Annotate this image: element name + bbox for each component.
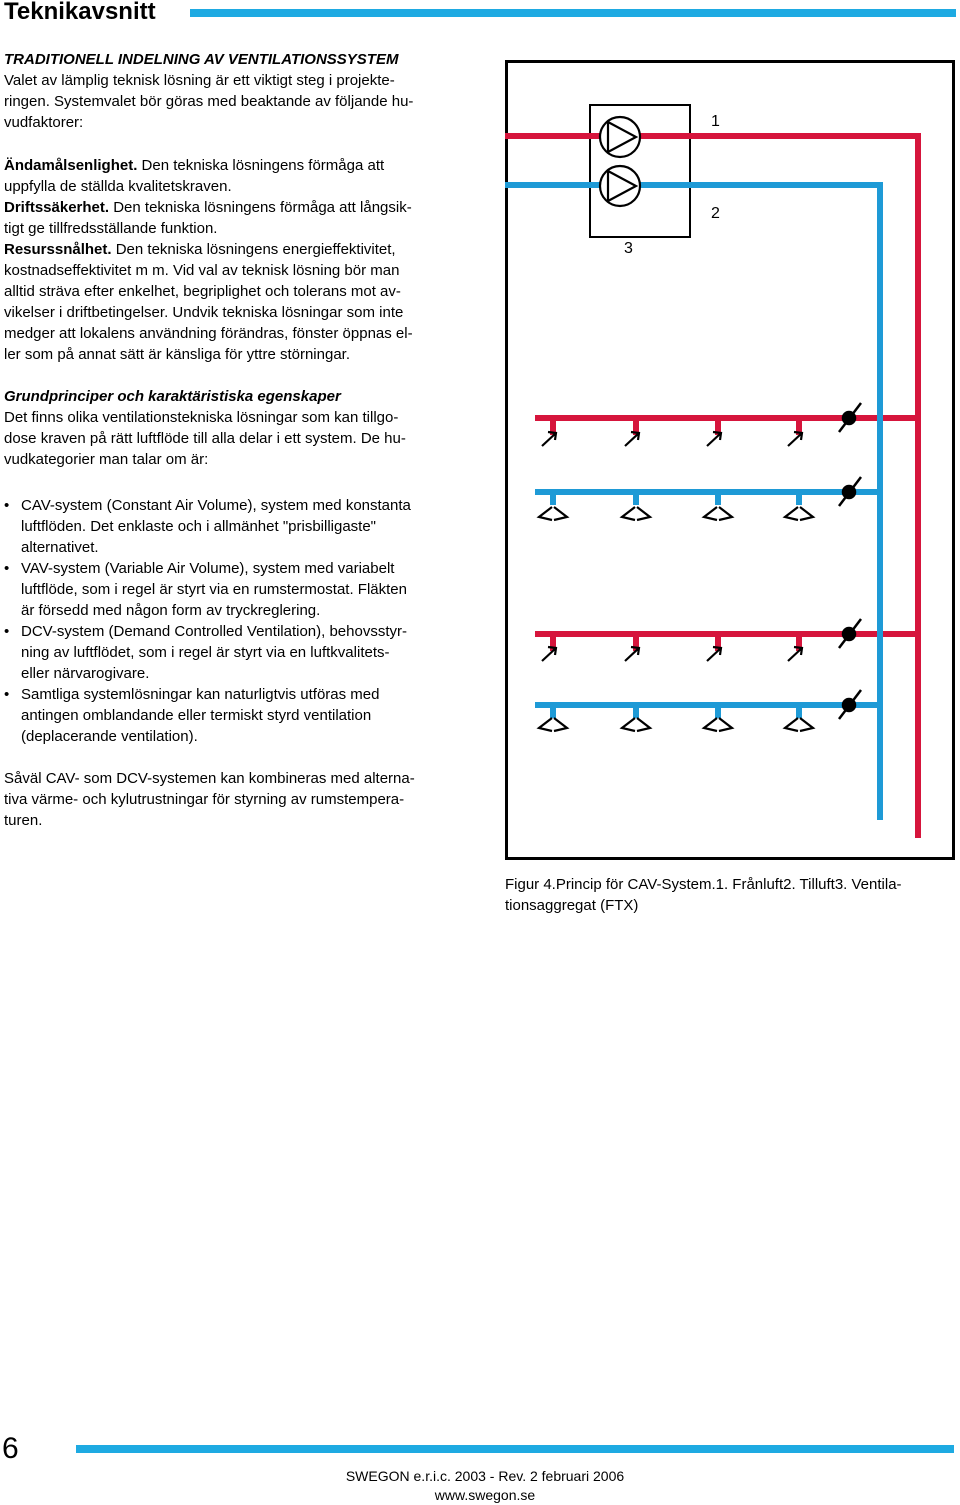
body-text: vikelser i driftbetingelser. Undvik tekniska lösningar som inte [4,304,404,321]
fan-exhaust-icon [600,117,640,157]
body-text: Den tekniska lösningens energieffektivitet, [111,241,396,258]
factor-term: Driftssäkerhet. [4,199,110,216]
supply-diffuser-icons [539,507,813,731]
category-list [4,495,454,747]
intro-line: vudfaktorer: [4,114,84,131]
label-unit: 3 [624,240,633,257]
figure-caption [505,874,955,916]
caption-line: tionsaggregat (FTX) [505,897,639,914]
list-item-line: luftflöde, som i regel är styrt via en rumstermostat. Fläkten [21,581,407,598]
list-item-line: • Samtliga systemlösningar kan naturligtvis utföras med [21,686,380,703]
body-text: ler som på annat sätt är känsliga för yttre störningar. [4,346,351,363]
cav-system-diagram [505,60,955,860]
list-item [4,684,454,747]
factor-paragraph [4,155,454,365]
body-text: tigt ge tillfredsställande funktion. [4,220,218,237]
body-text: turen. [4,812,43,829]
list-item-line: antingen omblandande eller termiskt styrd ventilation [21,707,372,724]
footer-company: SWEGON e.r.i.c. 2003 - Rev. 2 februari 2006 [345,1468,625,1484]
list-item-line: eller närvarogivare. [21,665,150,682]
factor-term: Resurssnålhet. [4,241,112,258]
footer [300,1467,670,1505]
section-heading: Grundprinciper och karaktäristiska egenskaper [4,388,341,405]
body-text: Den tekniska lösningens förmåga att långsik- [109,199,412,216]
page-number: 6 [2,1432,19,1465]
list-item-line: • VAV-system (Variable Air Volume), system med variabelt [21,560,395,577]
body-text: uppfylla de ställda kvalitetskraven. [4,178,232,195]
damper-icons [839,403,861,719]
intro-line: dose kraven på rätt luftflöde till alla delar i ett system. De hu- [4,430,406,447]
body-text: tiva värme- och kylutrustningar för styrning av rumstempera- [4,791,405,808]
list-item-line: • DCV-system (Demand Controlled Ventilation), behovsstyr- [21,623,407,640]
exhaust-grille-icons [542,432,802,661]
fan-supply-icon [600,166,640,206]
body-text: kostnadseffektivitet m m. Vid val av teknisk lösning bör man [4,262,400,279]
factor-term: Ändamålsenlighet. [4,157,138,174]
body-text: alltid sträva efter enkelhet, begriplighet och tolerans mot av- [4,283,401,300]
list-item-line: luftflöden. Det enklaste och i allmänhet "prisbilligaste" [21,518,377,535]
list-item-line: ning av luftflödet, som i regel är styrt via en luftkvalitets- [21,644,390,661]
list-item [4,495,454,558]
label-exhaust: 1 [711,113,720,130]
header-rule [190,9,956,17]
footer-rule [76,1445,954,1453]
body-text: Såväl CAV- som DCV-systemen kan kombineras med alterna- [4,770,415,787]
caption-line: Figur 4.Princip för CAV-System.1. Frånluft2. Tilluft3. Ventila- [505,876,902,893]
label-supply: 2 [711,205,720,222]
intro-line: Det finns olika ventilationstekniska lösningar som kan tillgo- [4,409,399,426]
section-traditional [4,49,454,133]
body-text: medger att lokalens användning förändras, fönster öppnas el- [4,325,413,342]
section-principles [4,386,454,470]
exhaust-ductwork [505,136,918,838]
footer-website-link[interactable]: www.swegon.se [434,1487,536,1503]
exhaust-drops [553,418,799,651]
list-item-line: (deplacerande ventilation). [21,728,198,745]
supply-drops [553,492,799,718]
list-item-line: • CAV-system (Constant Air Volume), system med konstanta [21,497,411,514]
section-heading: TRADITIONELL INDELNING AV VENTILATIONSSYSTEM [4,51,399,68]
closing-paragraph [4,768,454,831]
intro-line: ringen. Systemvalet bör göras med beaktande av följande hu- [4,93,414,110]
list-item [4,558,454,621]
list-item-line: alternativet. [21,539,99,556]
diagram-frame [507,62,954,859]
body-text: Den tekniska lösningens förmåga att [137,157,385,174]
list-item-line: är försedd med någon form av tryckreglering. [21,602,321,619]
list-item [4,621,454,684]
intro-line: vudkategorier man talar om är: [4,451,209,468]
page-header-title: Teknikavsnitt [4,0,156,25]
intro-line: Valet av lämplig teknisk lösning är ett viktigt steg i projekte- [4,72,395,89]
